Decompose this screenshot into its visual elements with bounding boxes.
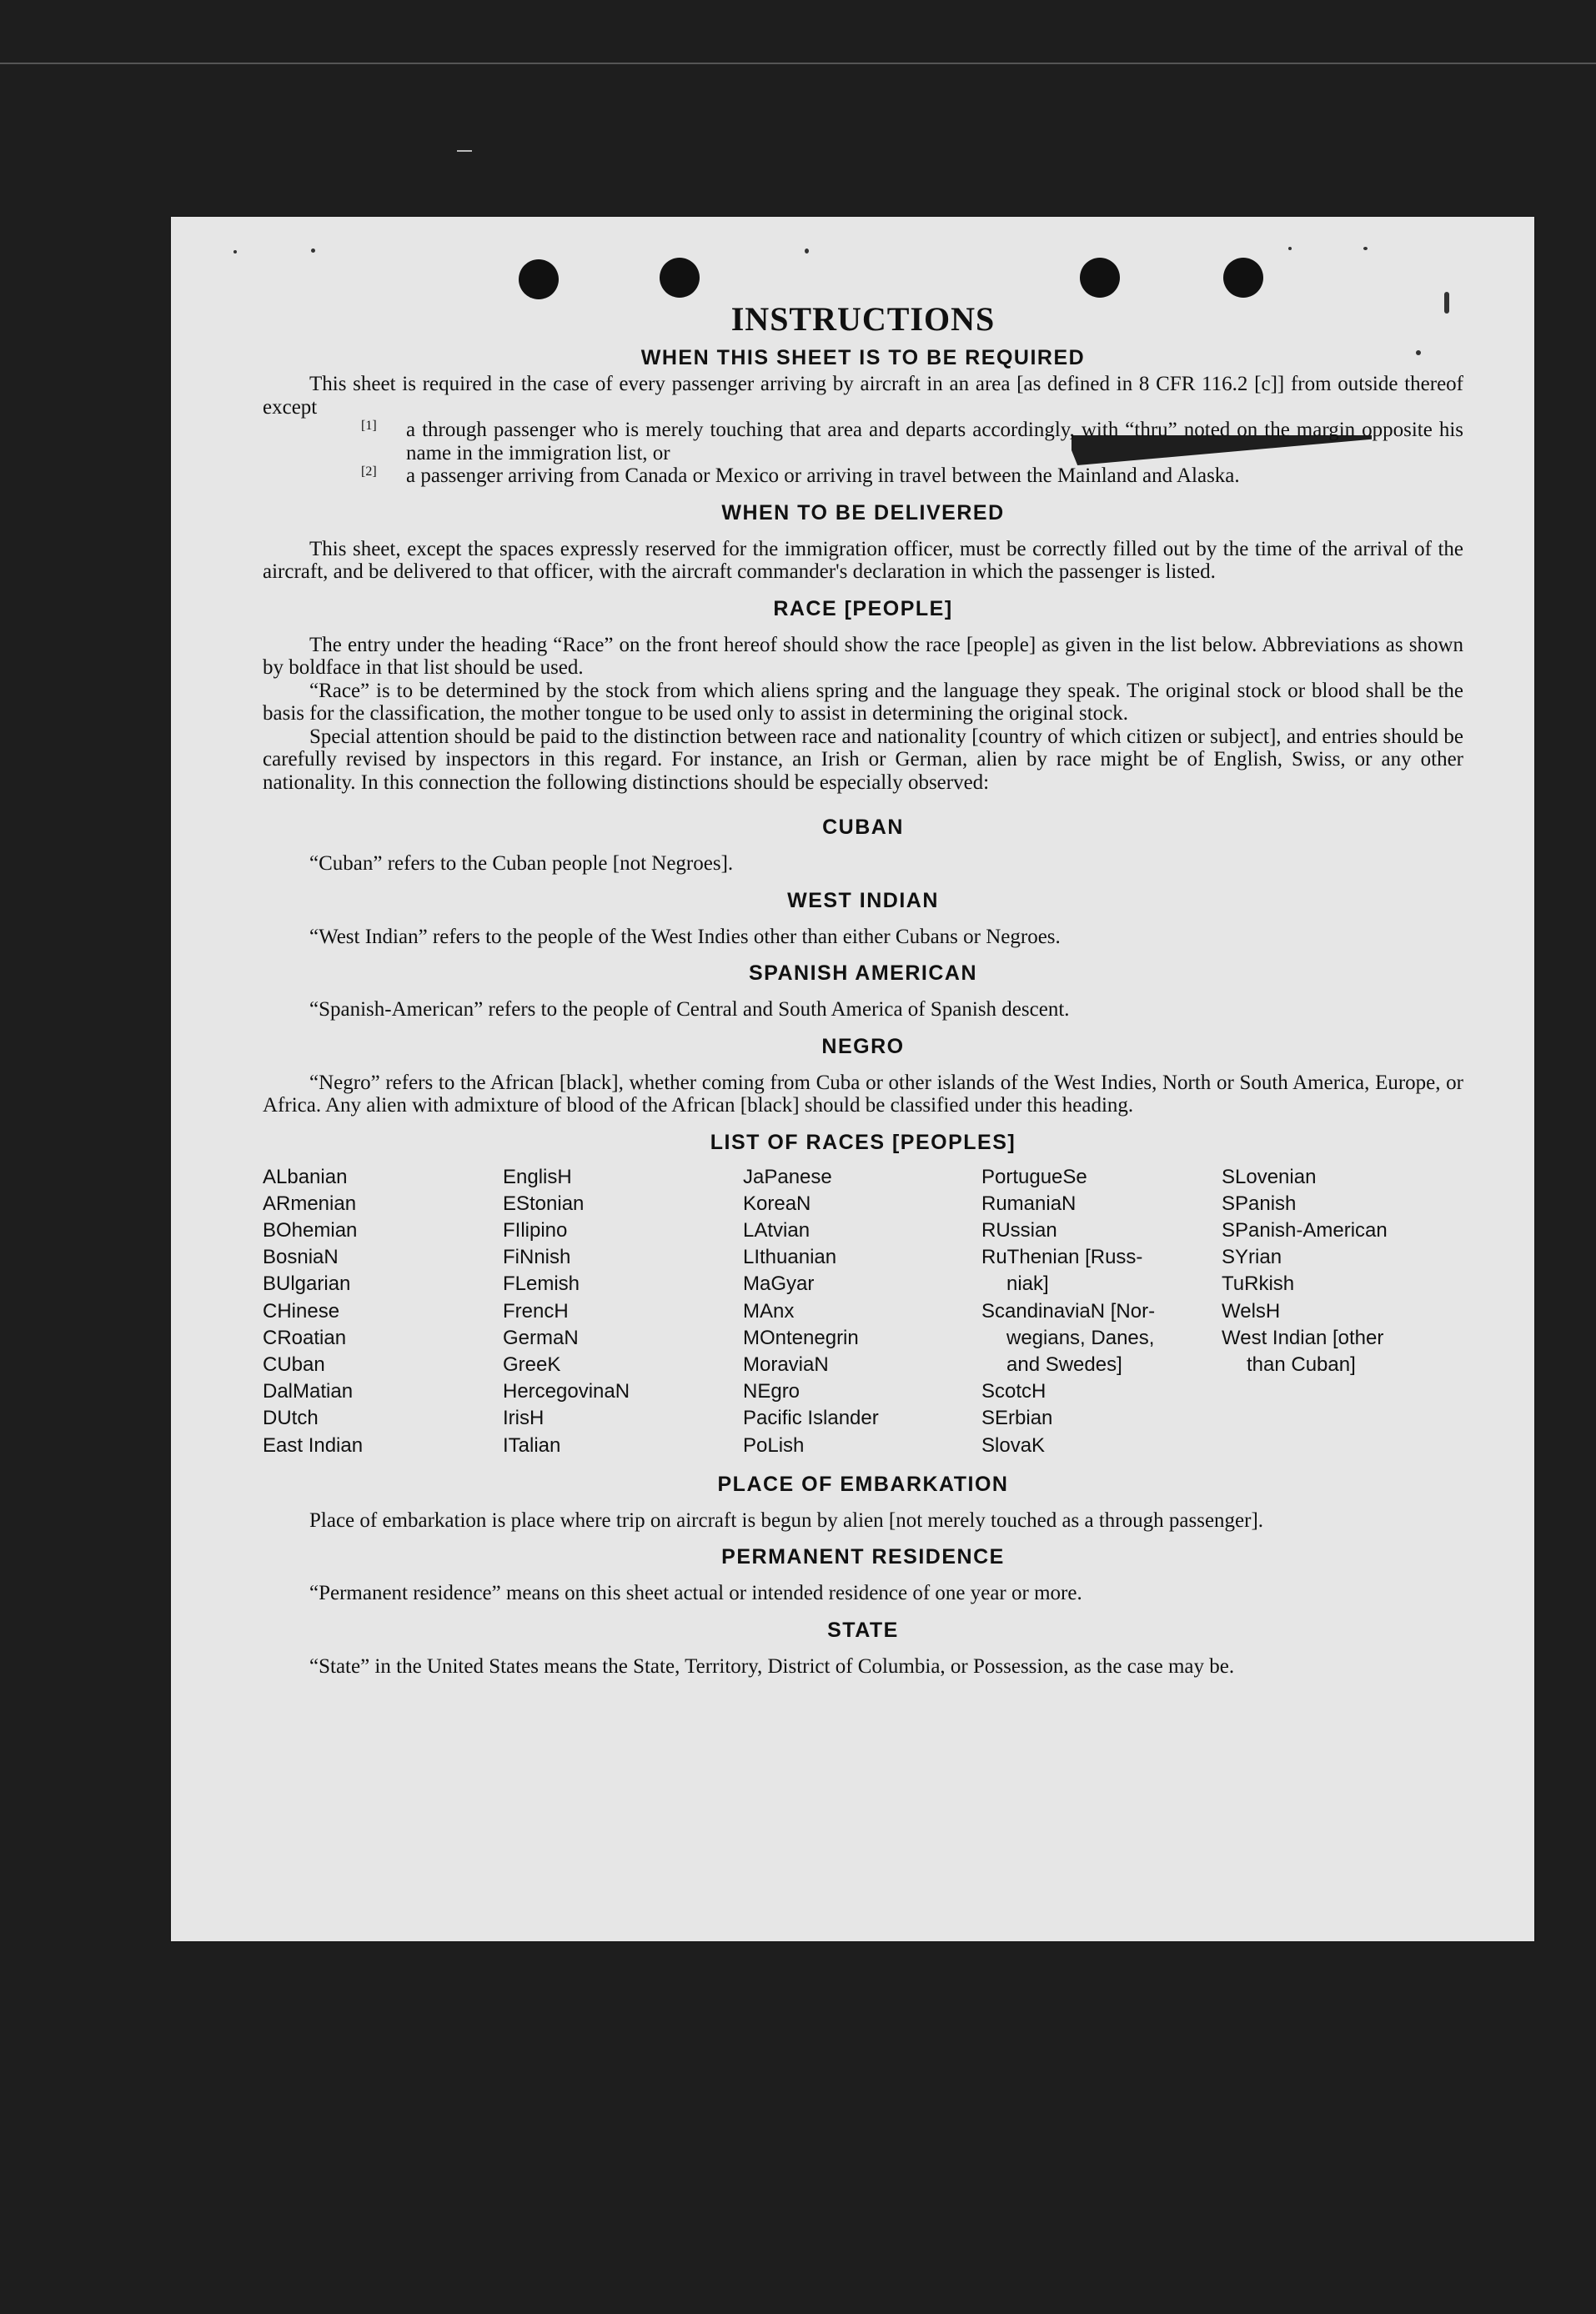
exception-text: a passenger arriving from Canada or Mexico or arriving in travel between the Mainland and Alaska.	[406, 464, 1240, 487]
punch-hole	[519, 259, 559, 299]
race-entry: niak]	[1006, 1272, 1049, 1296]
scan-edge-line	[0, 63, 1596, 64]
race-entry: SLovenian	[1222, 1165, 1317, 1188]
race-entry: Pacific Islander	[743, 1407, 879, 1430]
race-entry: GreeK	[503, 1353, 561, 1376]
when-delivered-text: This sheet, except the spaces expressly reserved for the immigration officer, must be correctly filled out by the time of the arrival of the aircraft, and be delivered to that officer, with the aircraft commander's declaration in which the passenger is listed.	[263, 537, 1463, 583]
race-entry: and Swedes]	[1006, 1353, 1122, 1376]
heading-list-of-races: LIST OF RACES [PEOPLES]	[710, 1130, 1016, 1154]
race-entry: EStonian	[503, 1192, 585, 1215]
heading-negro: NEGRO	[821, 1034, 905, 1058]
heading-embarkation: PLACE OF EMBARKATION	[717, 1472, 1009, 1496]
race-entry: SPanish-American	[1222, 1218, 1388, 1242]
race-entry: RUssian	[981, 1218, 1057, 1242]
heading-when-delivered: WHEN TO BE DELIVERED	[721, 500, 1005, 525]
race-entry: FrencH	[503, 1299, 569, 1323]
race-entry: SYrian	[1222, 1246, 1282, 1269]
race-entry: PoLish	[743, 1433, 805, 1457]
race-entry: PortugueSe	[981, 1165, 1087, 1188]
heading-state: STATE	[827, 1618, 899, 1642]
race-entry: WelsH	[1222, 1299, 1281, 1323]
heading-spanish-american: SPANISH AMERICAN	[748, 961, 977, 985]
race-list	[263, 1164, 1463, 1459]
embarkation-text: Place of embarkation is place where trip on aircraft is begun by alien [not merely touched as a through passenger].	[309, 1508, 1264, 1532]
when-required-intro: This sheet is required in the case of every passenger arriving by aircraft in an area [as defined in 8 CFR 116.2 [c]] from outside thereof except	[263, 373, 1463, 419]
race-entry: LIthuanian	[743, 1246, 837, 1269]
race-entry: LAtvian	[743, 1218, 811, 1242]
race-entry: IrisH	[503, 1407, 545, 1430]
race-entry: KoreaN	[743, 1192, 811, 1215]
race-entry: FIlipino	[503, 1218, 568, 1242]
race-entry: RuThenian [Russ-	[981, 1246, 1143, 1269]
race-entry: MOntenegrin	[743, 1326, 859, 1349]
speck	[1363, 247, 1368, 250]
heading-cuban: CUBAN	[822, 816, 904, 839]
exception-number: [1]	[361, 419, 377, 433]
race-entry: ScotcH	[981, 1380, 1046, 1403]
race-entry: ITalian	[503, 1433, 561, 1457]
race-entry: BUlgarian	[263, 1272, 351, 1296]
race-entry: CHinese	[263, 1299, 340, 1323]
race-paragraph: “Race” is to be determined by the stock from which aliens spring and the language they speak. The original stock or blood shall be the basis for the classification, the mother tongue to be used only to assist in determining the original stock.	[263, 679, 1463, 725]
race-entry: FLemish	[503, 1272, 580, 1296]
heading-west-indian: WEST INDIAN	[787, 888, 939, 912]
speck	[1288, 247, 1292, 250]
exception-text: a through passenger who is merely touching that area and departs accordingly, with “thru” noted on the margin opposite his name in the immigration list, or	[406, 419, 1463, 464]
scan-mark	[457, 150, 472, 152]
race-entry: SPanish	[1222, 1192, 1297, 1215]
instructions-content	[263, 296, 1463, 1678]
heading-when-required: WHEN THIS SHEET IS TO BE REQUIRED	[640, 346, 1086, 369]
race-entry: East Indian	[263, 1433, 364, 1457]
spanish-american-text: “Spanish-American” refers to the people of Central and South America of Spanish descent.	[309, 998, 1070, 1021]
race-entry: DalMatian	[263, 1380, 354, 1403]
race-entry: than Cuban]	[1247, 1353, 1356, 1376]
race-entry: CRoatian	[263, 1326, 347, 1349]
race-column	[743, 1164, 981, 1459]
punch-hole	[660, 258, 700, 298]
race-entry: BosniaN	[263, 1246, 339, 1269]
race-column	[981, 1164, 1222, 1459]
race-entry: MaGyar	[743, 1272, 815, 1296]
race-entry: TuRkish	[1222, 1272, 1295, 1296]
exception-item	[263, 419, 1463, 464]
race-entry: MAnx	[743, 1299, 795, 1323]
residence-text: “Permanent residence” means on this sheet actual or intended residence of one year or more.	[309, 1582, 1082, 1605]
race-column	[1222, 1164, 1463, 1459]
race-entry: ScandinaviaN [Nor-	[981, 1299, 1156, 1323]
state-text: “State” in the United States means the State, Territory, District of Columbia, or Possession, as the case may be.	[309, 1654, 1235, 1678]
race-column	[503, 1164, 743, 1459]
speck	[233, 250, 237, 253]
cuban-text: “Cuban” refers to the Cuban people [not Negroes].	[309, 852, 734, 875]
race-paragraph: The entry under the heading “Race” on the front hereof should show the race [people] as given in the list below. Abbreviations as shown by boldface in that list should be used.	[263, 633, 1463, 679]
race-entry: MoraviaN	[743, 1353, 829, 1376]
speck	[311, 248, 315, 253]
heading-permanent-residence: PERMANENT RESIDENCE	[721, 1545, 1005, 1569]
speck	[805, 248, 809, 253]
race-entry: HercegovinaN	[503, 1380, 630, 1403]
exception-item	[263, 464, 1463, 488]
race-entry: EnglisH	[503, 1165, 572, 1188]
race-entry: SlovaK	[981, 1433, 1046, 1457]
punch-hole	[1080, 258, 1120, 298]
race-entry: SErbian	[981, 1407, 1053, 1430]
punch-hole	[1223, 258, 1263, 298]
race-entry: West Indian [other	[1222, 1326, 1384, 1349]
west-indian-text: “West Indian” refers to the people of the West Indies other than either Cubans or Negroes.	[309, 925, 1061, 948]
race-paragraph: Special attention should be paid to the distinction between race and nationality [country of which citizen or subject], and entries should be carefully revised by inspectors in this regard. For instance, an Irish or German, alien by race might be of English, Swiss, or any other nationality. In this connection the following distinctions should be especially observed:	[263, 725, 1463, 794]
exception-number: [2]	[361, 464, 377, 479]
race-entry: GermaN	[503, 1326, 579, 1349]
race-entry: ALbanian	[263, 1165, 348, 1188]
race-entry: BOhemian	[263, 1218, 358, 1242]
race-entry: RumaniaN	[981, 1192, 1077, 1215]
heading-race: RACE [PEOPLE]	[773, 596, 953, 620]
race-entry: DUtch	[263, 1407, 319, 1430]
race-entry: JaPanese	[743, 1165, 832, 1188]
race-entry: wegians, Danes,	[1006, 1326, 1155, 1349]
race-entry: FiNnish	[503, 1246, 571, 1269]
race-entry: NEgro	[743, 1380, 801, 1403]
race-column	[263, 1164, 503, 1459]
negro-text: “Negro” refers to the African [black], whether coming from Cuba or other islands of the West Indies, North or South America, Europe, or Africa. Any alien with admixture of blood of the African [black] should be classified under this heading.	[263, 1071, 1463, 1117]
race-entry: ARmenian	[263, 1192, 357, 1215]
page-title: INSTRUCTIONS	[730, 300, 996, 338]
race-entry: CUban	[263, 1353, 325, 1376]
